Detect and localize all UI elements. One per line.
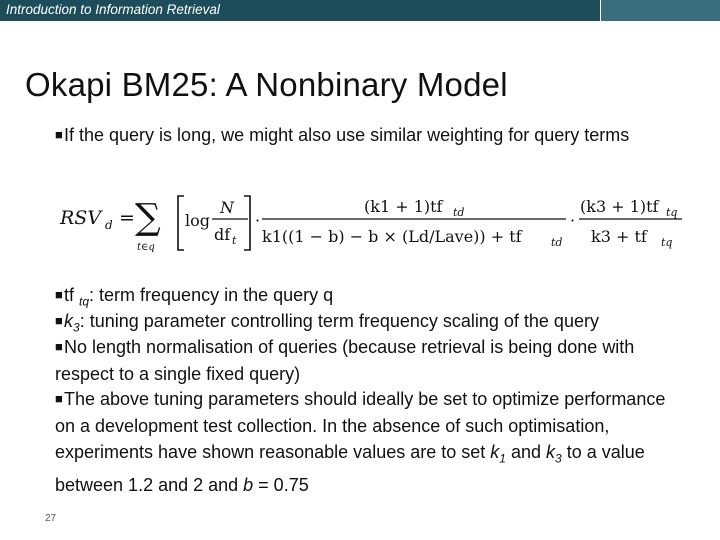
formula-num2: (k3 + 1)tf xyxy=(580,197,659,216)
k3-subscript: 3 xyxy=(73,320,80,335)
bullet-marker-icon: ■ xyxy=(55,127,63,142)
bullet-query-long xyxy=(55,122,685,149)
header-accent xyxy=(601,0,720,21)
formula-sum-index: t∈q xyxy=(137,242,155,253)
formula-sigma: ∑ xyxy=(135,197,161,238)
bullet-text: : term frequency in the query q xyxy=(89,285,334,305)
bullet-text: : tuning parameter controlling term frequency scaling of the query xyxy=(79,311,599,331)
formula-num1: (k1 + 1)tf xyxy=(364,197,443,216)
bullet-text: No length normalisation of queries (because retrieval is being done with respect to a single fixed query) xyxy=(55,337,635,384)
and-text: and xyxy=(505,442,546,462)
formula-N: N xyxy=(220,198,234,217)
bullet-tuning-params: ■The above tuning parameters should ideally be set to optimize performance on a development test collection. In the absence of such optimisation, experiments have shown reasonable values are to set $k_1$ and $k_3$ to a value between 1.2 and 2 and b = 0.75 xyxy=(55,386,685,499)
formula-num1-sub: td xyxy=(453,206,465,219)
bullet-k3: $■k_3$: tuning parameter controlling term frequency scaling of the query xyxy=(55,308,685,341)
bullet-marker-icon: ■ xyxy=(55,287,63,302)
formula-equals: = xyxy=(119,207,135,229)
bullet-marker-icon: ■ xyxy=(55,391,63,406)
formula-den2: k3 + tf xyxy=(591,227,647,246)
formula-den1: k1((1 − b) − b × (Ld/Lave)) + tf xyxy=(262,227,522,246)
formula-log: log xyxy=(185,211,210,230)
bullet-tail-text: to a value between 1.2 and 2 and xyxy=(55,442,645,496)
header-title: Introduction to Information Retrieval xyxy=(6,2,220,17)
formula-bracket-right xyxy=(244,196,250,250)
bm25-formula xyxy=(58,188,688,262)
bullet-tf-tq: ■tf $_{tq}$: term frequency in the query q xyxy=(55,282,685,315)
bullet-marker-icon: ■ xyxy=(55,313,63,328)
formula-df: df xyxy=(214,225,231,244)
formula-dot-2: · xyxy=(570,211,576,230)
bullet-text: The above tuning parameters should ideally be set to optimize performance on a development test collection. In the absence of such optimisation, experiments have shown reasonable values are to set xyxy=(55,389,666,462)
formula-bracket-left xyxy=(178,196,184,250)
bullet-marker-icon: ■ xyxy=(55,339,63,354)
bullet-text: If the query is long, we might also use similar weighting for query terms xyxy=(64,125,630,145)
page-number: 27 xyxy=(45,513,57,524)
slide-title: Okapi BM25: A Nonbinary Model xyxy=(25,66,508,103)
formula-den2-sub: tq xyxy=(661,236,673,249)
formula-dot-1: · xyxy=(255,211,261,230)
formula-den1-sub: td xyxy=(551,236,563,249)
bullet-end-text: = 0.75 xyxy=(253,475,309,496)
bullet-no-length-norm xyxy=(55,334,685,387)
formula-lhs: RSV xyxy=(60,207,102,229)
formula-lhs-sub: d xyxy=(105,218,113,232)
k1-subscript: 1 xyxy=(499,451,506,466)
formula-df-sub: t xyxy=(232,234,237,247)
tf-subscript: tq xyxy=(79,294,90,309)
k3-subscript: 3 xyxy=(555,451,562,466)
formula-num2-sub: tq xyxy=(666,206,678,219)
